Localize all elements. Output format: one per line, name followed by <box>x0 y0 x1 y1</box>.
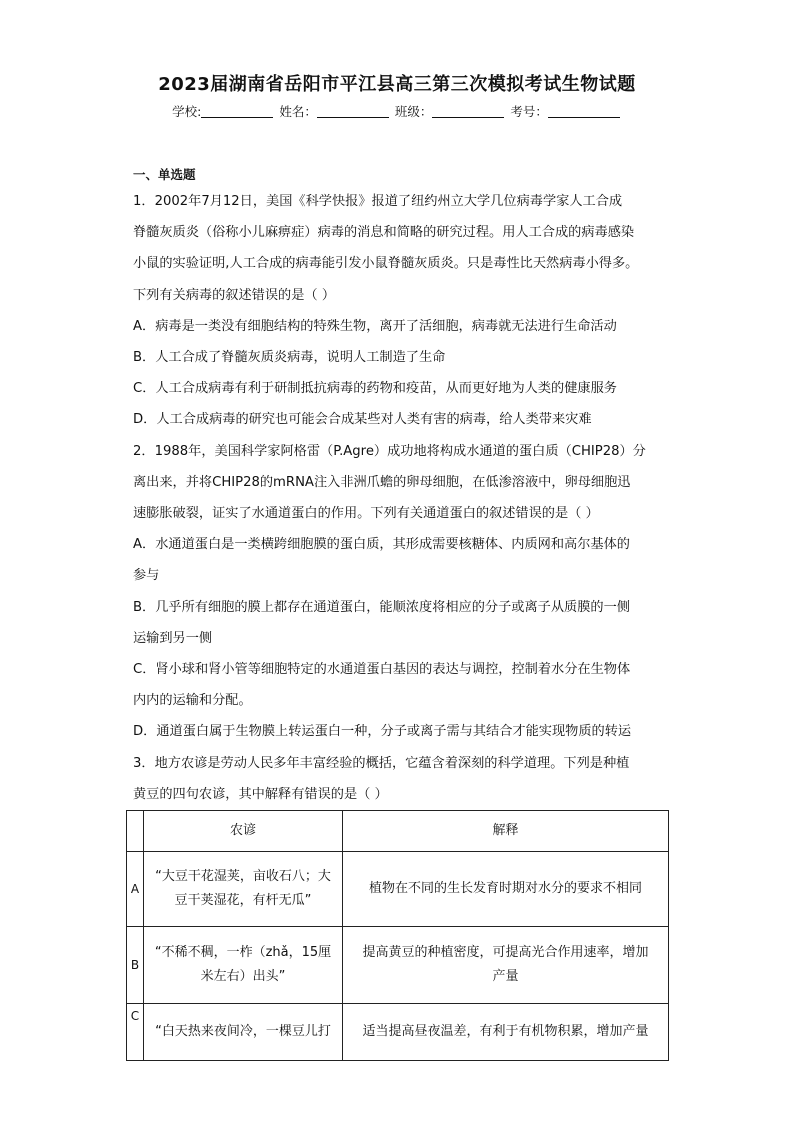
proverb-text: 米左右）出头” <box>200 969 286 984</box>
page-title: 2023届湖南省岳阳市平江县高三第三次模拟考试生物试题 <box>158 74 636 95</box>
explain-text: 适当提高昼夜温差，有利于有机物积累，增加产量 <box>362 1024 649 1039</box>
proverb-text: “大豆干花湿荚，亩收石八；大 <box>155 869 331 884</box>
option-line: B．人工合成了脊髓灰质炎病毒，说明人工制造了生命 <box>133 350 446 366</box>
exam-no-label: 考号： <box>510 104 548 119</box>
text-line: 2．1988年，美国科学家阿格雷（P.Agre）成功地将构成水通道的蛋白质（CHIP28）分 <box>133 443 646 459</box>
proverb-text: “不稀不稠，一柞（zhǎ，15厘 <box>154 945 332 960</box>
section-heading: 一、单选题 <box>133 167 196 182</box>
class-blank[interactable] <box>432 105 504 118</box>
question-body <box>133 186 673 810</box>
text-line: 小鼠的实验证明,人工合成的病毒能引发小鼠脊髓灰质炎。只是毒性比天然病毒小得多。 <box>133 256 639 272</box>
explain-cell <box>343 852 669 927</box>
table-header-cell <box>127 811 144 852</box>
text-line: 速膨胀破裂，证实了水通道蛋白的作用。下列有关通道蛋白的叙述错误的是（ ） <box>133 506 599 522</box>
explain-text: 产量 <box>492 969 519 984</box>
option-line: A．水通道蛋白是一类横跨细胞膜的蛋白质，其形成需要核糖体、内质网和高尔基体的 <box>133 537 630 553</box>
school-label: 学校: <box>172 104 202 119</box>
option-line: 内内的运输和分配。 <box>133 693 252 709</box>
option-line: B．几乎所有细胞的膜上都存在通道蛋白，能顺浓度将相应的分子或离子从质膜的一侧 <box>133 599 630 615</box>
explain-cell <box>343 1004 669 1061</box>
option-line: C．人工合成病毒有利于研制抵抗病毒的药物和疫苗，从而更好地为人类的健康服务 <box>133 381 617 397</box>
text-line: 3．地方农谚是劳动人民多年丰富经验的概括，它蕴含着深刻的科学道理。下列是种植 <box>133 755 630 771</box>
table-header-cell: 农谚 <box>144 811 343 852</box>
option-line: 参与 <box>133 568 160 584</box>
text-line: 离出来，并将CHIP28的mRNA注入非洲爪蟾的卵母细胞，在低渗溶液中，卵母细胞迅 <box>133 474 631 490</box>
class-label: 班级： <box>394 104 433 119</box>
name-blank[interactable] <box>317 105 389 118</box>
text-line: 脊髓灰质炎（俗称小儿麻痹症）病毒的消息和简略的研究过程。用人工合成的病毒感染 <box>133 225 635 241</box>
explain-cell <box>343 927 669 1004</box>
option-line: D．人工合成病毒的研究也可能会合成某些对人类有害的病毒，给人类带来灾难 <box>133 412 592 428</box>
exam-no-blank[interactable] <box>548 105 620 118</box>
text-line: 1．2002年7月12日，美国《科学快报》报道了纽约州立大学几位病毒学家人工合成 <box>133 194 623 209</box>
table-row <box>127 852 669 927</box>
option-line: 运输到另一侧 <box>133 630 213 646</box>
table-row <box>127 1004 669 1061</box>
proverb-text: 豆干荚湿花，有杆无瓜” <box>174 893 312 908</box>
option-line: A．病毒是一类没有细胞结构的特殊生物，离开了活细胞，病毒就无法进行生命活动 <box>133 318 617 334</box>
proverb-cell <box>144 1004 343 1061</box>
proverb-cell <box>144 852 343 927</box>
option-line: D．通道蛋白属于生物膜上转运蛋白一种，分子或离子需与其结合才能实现物质的转运 <box>133 724 632 740</box>
explain-text: 植物在不同的生长发育时期对水分的要求不相同 <box>368 881 642 896</box>
proverb-cell <box>144 927 343 1004</box>
row-key: A <box>127 852 144 927</box>
table-header-row <box>127 811 669 852</box>
school-blank[interactable] <box>201 105 273 118</box>
text-line: 下列有关病毒的叙述错误的是（ ） <box>133 287 336 303</box>
proverb-table <box>126 810 669 1061</box>
option-line: C．肾小球和肾小管等细胞特定的水通道蛋白基因的表达与调控，控制着水分在生物体 <box>133 662 631 678</box>
name-label: 姓名： <box>279 104 317 119</box>
proverb-text: “白天热来夜间冷，一棵豆儿打 <box>155 1024 331 1039</box>
table-header-cell: 解释 <box>343 811 669 852</box>
student-info-line <box>0 102 794 120</box>
row-key: C <box>127 1004 144 1061</box>
table-row <box>127 927 669 1004</box>
text-line: 黄豆的四句农谚，其中解释有错误的是（ ） <box>133 786 388 802</box>
explain-text: 提高黄豆的种植密度，可提高光合作用速率，增加 <box>362 945 649 960</box>
row-key: B <box>127 927 144 1004</box>
